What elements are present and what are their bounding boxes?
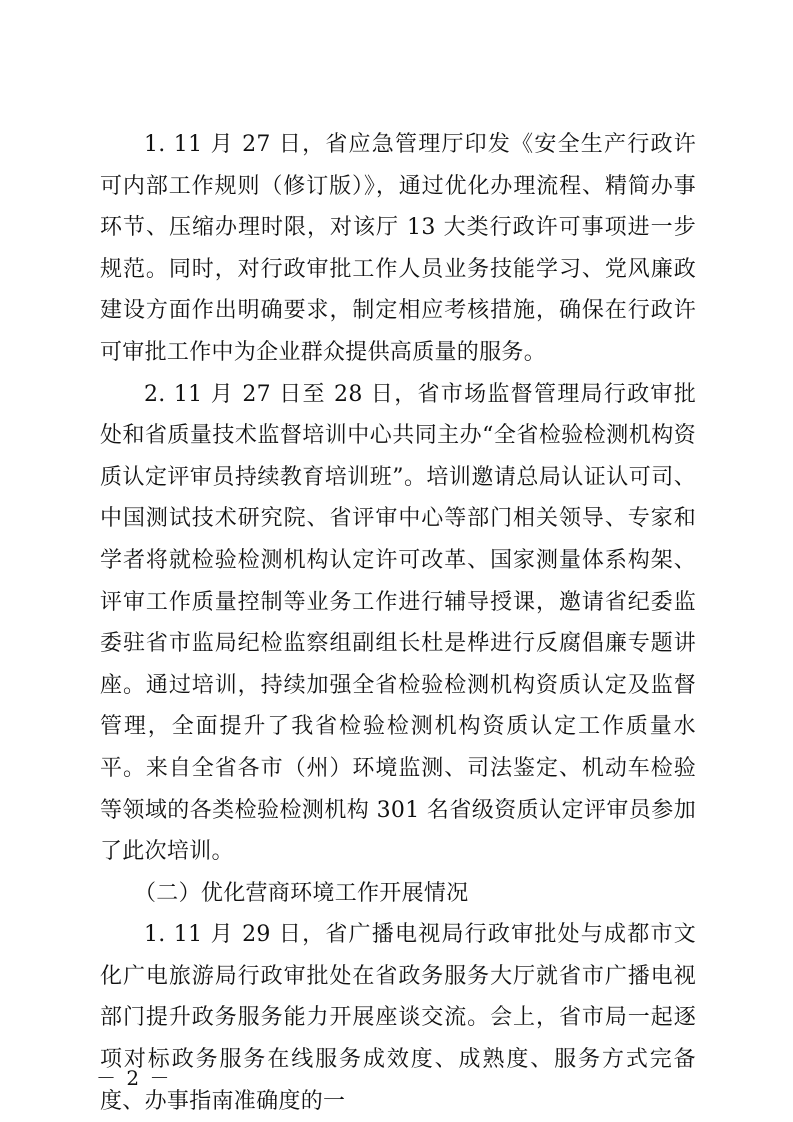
document-body <box>100 124 696 1122</box>
section-heading: （二）优化营商环境工作开展情况 <box>134 880 469 906</box>
paragraph-2: 2. 11 月 27 日至 28 日，省市场监督管理局行政审批处和省质量技术监督培训中心共同主办“全省检验检测机构资质认定评审员持续教育培训班”。培训邀请总局认证认可司、中国测试技术研究院、省评审中心等部门相关领导、专家和学者将就检验检测机构认定许可改革、国家测量体系构架、评审工作质量控制等业务工作进行辅导授课，邀请省纪委监委驻省市监局纪检监察组副组长杜是桦进行反腐倡廉专题讲座。通过培训，持续加强全省检验检测机构资质认定及监督管理，全面提升了我省检验检测机构资质认定工作质量水平。来自全省各市（州）环境监测、司法鉴定、机动车检验等领域的各类检验检测机构 301 名省级资质认定评审员参加了此次培训。 <box>100 381 696 865</box>
paragraph-1: 1. 11 月 27 日，省应急管理厅印发《安全生产行政许可内部工作规则（修订版）》，通过优化办理流程、精简办事环节、压缩办理时限，对该厅 13 大类行政许可事项进一步规范。同时，对行政审批工作人员业务技能学习、党风廉政建设方面作出明确要求，制定相应考核措施，确保在行政许可审批工作中为企业群众提供高质量的服务。 <box>100 132 696 365</box>
page-number: － 2 － <box>96 1066 172 1090</box>
paragraph-3: 1. 11 月 29 日，省广播电视局行政审批处与成都市文化广电旅游局行政审批处在省政务服务大厅就省市广播电视部门提升政务服务能力开展座谈交流。会上，省市局一起逐项对标政务服务在线服务成效度、成熟度、服务方式完备度、办事指南准确度的一 <box>100 922 696 1114</box>
